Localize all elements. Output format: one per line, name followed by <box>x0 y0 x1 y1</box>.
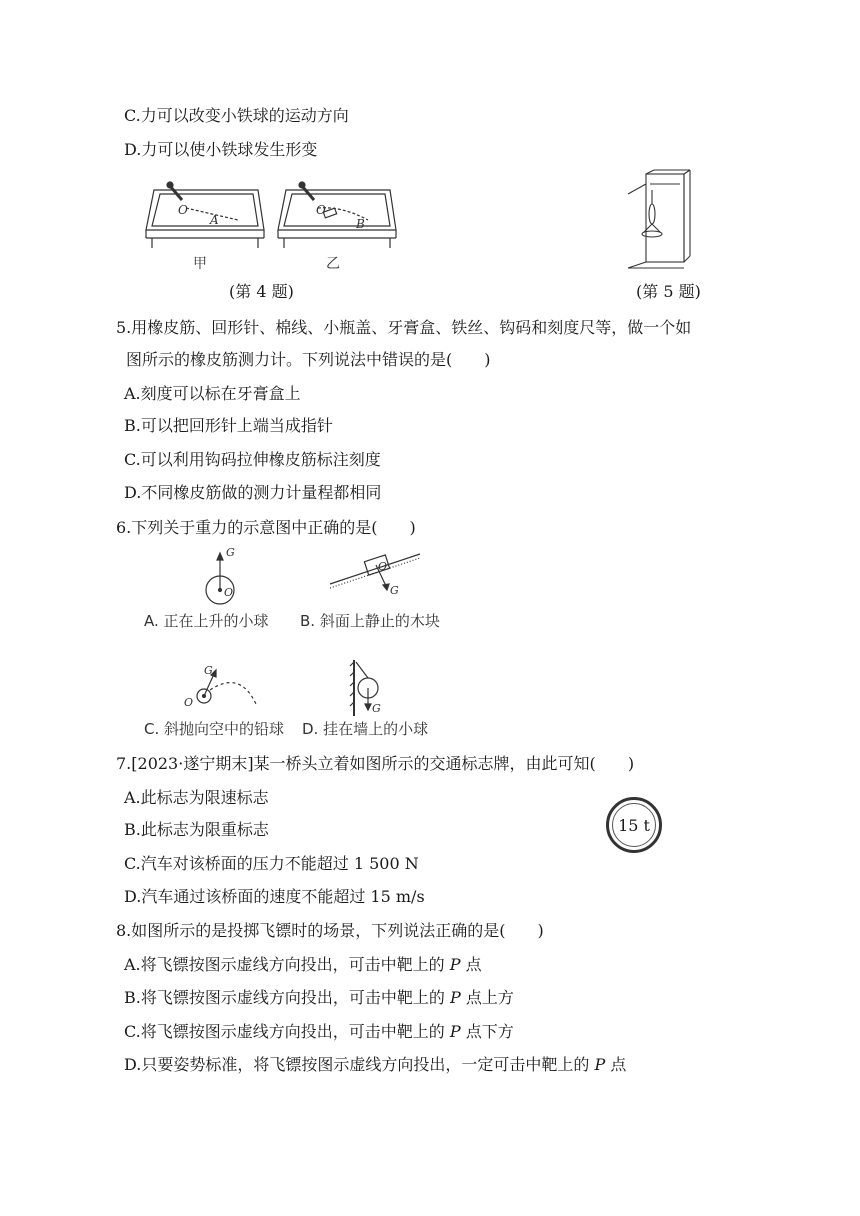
q6-b-label-g: G <box>390 584 399 597</box>
q5-option-c: C.可以利用钩码拉伸橡皮筋标注刻度 <box>124 450 381 469</box>
q6-option-d: D. 挂在墙上的小球 <box>302 720 429 738</box>
q5-option-b: B.可以把回形针上端当成指针 <box>124 416 333 435</box>
q5-option-a: A.刻度可以标在牙膏盒上 <box>124 384 301 403</box>
q7-option-c: C.汽车对该桥面的压力不能超过 1 500 N <box>124 854 419 873</box>
q6-option-c: C. 斜抛向空中的铅球 <box>144 720 285 738</box>
q4-option-d: D.力可以使小铁球发生形变 <box>124 140 318 159</box>
q8-option-d: D.只要姿势标准，将飞镖按图示虚线方向投出，一定可击中靶上的 P 点 <box>124 1055 627 1074</box>
q7-stem: 7.[2023·遂宁期末]某一桥头立着如图所示的交通标志牌，由此可知( ) <box>116 754 635 773</box>
q5-figure <box>624 168 694 272</box>
q4-point-b: B <box>356 217 365 231</box>
q8-option-b: B.将飞镖按图示虚线方向投出，可击中靶上的 P 点上方 <box>124 988 514 1007</box>
q7-option-d: D.汽车通过该桥面的速度不能超过 15 m/s <box>124 887 425 906</box>
q4-point-o-jia: O <box>178 203 188 217</box>
table-yi <box>278 182 396 248</box>
q6-figure-cd <box>160 656 420 720</box>
q4-point-o-yi: O <box>316 203 326 217</box>
q7-option-b: B.此标志为限重标志 <box>124 820 269 839</box>
q4-label-yi: 乙 <box>326 256 340 272</box>
q4-option-c: C.力可以改变小铁球的运动方向 <box>124 106 349 125</box>
q7-traffic-sign <box>606 797 662 853</box>
q6-option-a: A. 正在上升的小球 <box>144 612 269 630</box>
q6-figure-ab <box>180 540 480 610</box>
q8-option-a: A.将飞镖按图示虚线方向投出，可击中靶上的 P 点 <box>124 955 482 974</box>
q6-c-label-o: O <box>184 696 194 709</box>
q6-block-b <box>330 554 420 590</box>
q8-stem: 8.如图所示的是投掷飞镖时的场景，下列说法正确的是( ) <box>116 921 544 940</box>
table-jia <box>146 182 264 248</box>
q4-label-jia: 甲 <box>193 256 207 272</box>
q4-caption: (第 4 题) <box>229 282 294 301</box>
q4-point-a: A <box>210 213 219 227</box>
q6-d-label-g: G <box>372 702 381 715</box>
q7-option-a: A.此标志为限速标志 <box>124 788 269 807</box>
q5-stem-line1: 5.用橡皮筋、回形针、棉线、小瓶盖、牙膏盒、铁丝、钩码和刻度尺等，做一个如 <box>116 318 692 337</box>
q6-stem: 6.下列关于重力的示意图中正确的是( ) <box>116 518 416 537</box>
q6-b-label-o: O <box>378 560 388 573</box>
q7-sign-text: 15 t <box>618 815 650 835</box>
q5-option-d: D.不同橡皮筋做的测力计量程都相同 <box>124 483 382 502</box>
q4-figure <box>140 176 400 256</box>
q8-option-c: C.将飞镖按图示虚线方向投出，可击中靶上的 P 点下方 <box>124 1022 514 1041</box>
q6-c-label-g: G <box>204 664 213 677</box>
q6-a-label-g: G <box>226 546 235 559</box>
q6-option-b: B. 斜面上静止的木块 <box>300 612 440 630</box>
q5-stem-line2: 图所示的橡皮筋测力计。下列说法中错误的是( ) <box>126 350 491 369</box>
q5-caption: (第 5 题) <box>636 282 701 301</box>
q6-a-label-o: O <box>224 586 234 599</box>
